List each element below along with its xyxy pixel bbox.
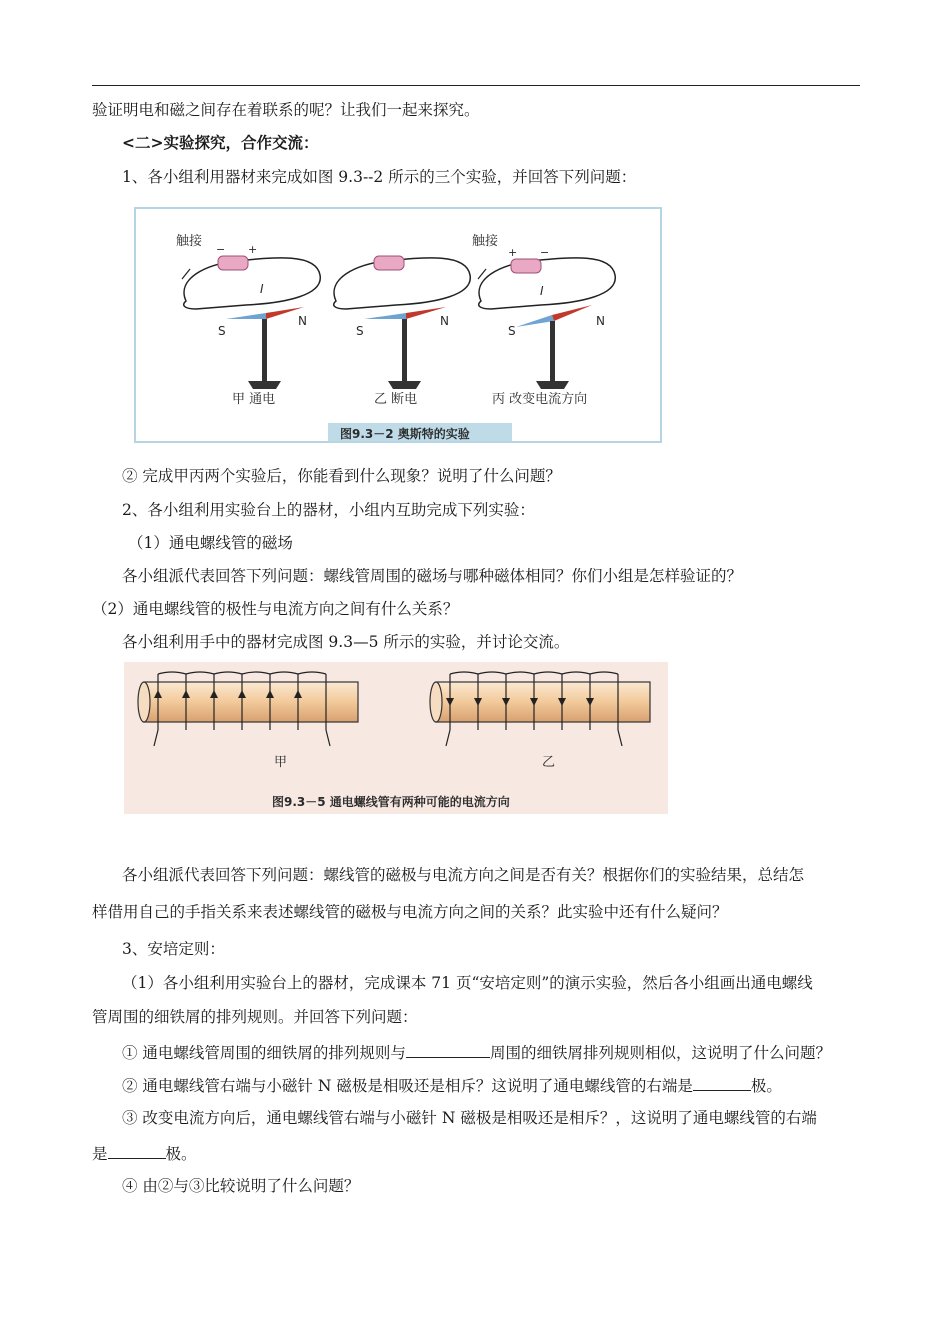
panel-3-minus: −	[540, 246, 550, 259]
panel-3-wire-loop	[479, 258, 616, 309]
panel-2-needle-south	[364, 313, 406, 319]
panel-2-apparatus	[334, 256, 471, 407]
panel-3-stand-pole	[550, 321, 555, 381]
question-3-item-2-part-a: ② 通电螺线管右端与小磁针 N 磁极是相吸还是相斥？这说明了通电螺线管的右端是	[122, 1077, 693, 1095]
panel-3-south-label: S	[508, 324, 516, 338]
panel-2-north-label: N	[440, 314, 449, 328]
question-3-item-3-part-a: 是	[92, 1145, 108, 1163]
panel-3-battery	[511, 259, 541, 273]
panel-2-stand-base	[388, 381, 421, 389]
figure2-caption: 图9.3－5 通电螺线管有两种可能的电流方向	[272, 795, 510, 809]
panel-1-north-label: N	[298, 314, 307, 328]
question-3-item-1	[122, 1041, 831, 1063]
intro-tail: 验证明电和磁之间存在着联系的呢？让我们一起来探究。	[92, 101, 480, 119]
panel-2-south-label: S	[356, 324, 364, 338]
question-3-item-3-line-2	[92, 1142, 197, 1164]
panel-1-south-label: S	[218, 324, 226, 338]
header-rule	[92, 85, 860, 86]
solenoid-figure	[124, 662, 668, 814]
panel-1-touch-label: 触接	[176, 234, 203, 249]
question-3-item-1-blank[interactable]	[406, 1041, 490, 1058]
panel-3-needle-south	[516, 315, 554, 327]
oersted-illustration	[136, 209, 660, 441]
solenoid-1-label: 甲	[274, 755, 288, 770]
panel-1-plus: +	[248, 243, 258, 256]
panel-1-stand-pole	[262, 319, 267, 381]
panel-1-battery	[218, 256, 248, 270]
question-3-item-1-part-a: ① 通电螺线管周围的细铁屑的排列规则与	[122, 1044, 406, 1062]
panel-3-current-label: I	[540, 284, 544, 298]
question-2-sub-2-question-line-1: 各小组派代表回答下列问题：螺线管的磁极与电流方向之间是否有关？根据你们的实验结果，总结怎	[122, 866, 805, 884]
question-3-sub-1-line-2: 管周围的细铁屑的排列规则。并回答下列问题：	[92, 1008, 418, 1026]
panel-3-north-label: N	[596, 314, 605, 328]
panel-3-touch-arrow	[478, 269, 486, 279]
question-3-item-2-blank[interactable]	[693, 1074, 751, 1091]
question-2: 2、各小组利用实验台上的器材，小组内互助完成下列实验：	[122, 501, 535, 519]
question-3-sub-1-line-1: （1）各小组利用实验台上的器材，完成课本 71 页“安培定则”的演示实验，然后各小组画出通电螺线	[122, 974, 813, 992]
figure1-caption: 图9.3－2 奥斯特的实验	[340, 427, 470, 441]
panel-2-stand-pole	[402, 319, 407, 381]
question-2-sub-2-question-line-2: 样借用自己的手指关系来表述螺线管的磁极与电流方向之间的关系？此实验中还有什么疑问？	[92, 903, 728, 921]
solenoid-illustration	[124, 662, 668, 814]
panel-1-touch-arrow	[182, 269, 190, 279]
question-3-item-2-part-b: 极。	[750, 1077, 782, 1095]
panel-2-battery	[374, 256, 404, 270]
question-1: 1、各小组利用器材来完成如图 9.3--2 所示的三个实验，并回答下列问题：	[122, 168, 637, 186]
panel-1-needle-south	[226, 313, 266, 319]
question-1-item-2: ② 完成甲丙两个实验后，你能看到什么现象？说明了什么问题？	[122, 467, 561, 485]
panel-3-apparatus	[472, 233, 615, 407]
solenoid-2-label: 乙	[542, 755, 556, 770]
panel-1-wire-loop	[184, 258, 321, 309]
panel-2-caption: 乙 断电	[374, 392, 418, 407]
question-2-sub-1-question: 各小组派代表回答下列问题：螺线管周围的磁场与哪种磁体相同？你们小组是怎样验证的？	[122, 567, 743, 585]
section-heading: <二>实验探究，合作交流：	[122, 133, 319, 152]
question-3-item-4: ④ 由②与③比较说明了什么问题？	[122, 1177, 360, 1195]
panel-3-plus: +	[508, 246, 518, 259]
panel-1-minus: −	[216, 243, 226, 256]
question-2-sub-2-instruction: 各小组利用手中的器材完成图 9.3—5 所示的实验，并讨论交流。	[122, 633, 570, 651]
solenoid-2-end	[430, 682, 442, 722]
panel-1-caption: 甲 通电	[232, 392, 276, 407]
oersted-figure	[134, 207, 662, 443]
panel-3-stand-base	[536, 381, 569, 389]
panel-1-apparatus	[176, 233, 320, 407]
question-3-item-1-part-b: 周围的细铁屑排列规则相似，这说明了什么问题？	[489, 1044, 831, 1062]
question-2-sub-1: （1）通电螺线管的磁场	[128, 534, 293, 552]
panel-3-needle-north	[552, 305, 592, 321]
question-3: 3、安培定则：	[122, 940, 225, 958]
question-3-item-3-part-b: 极。	[165, 1145, 197, 1163]
question-2-sub-2: （2）通电螺线管的极性与电流方向之间有什么关系？	[92, 600, 459, 618]
question-3-item-2	[122, 1074, 782, 1096]
question-3-item-3-line-1: ③ 改变电流方向后，通电螺线管右端与小磁针 N 磁极是相吸还是相斥？，这说明了通电螺线管的右端	[122, 1109, 817, 1127]
panel-3-caption: 丙 改变电流方向	[492, 392, 588, 407]
panel-3-touch-label: 触接	[472, 234, 499, 249]
panel-1-stand-base	[248, 381, 281, 389]
question-3-item-3-blank[interactable]	[108, 1142, 166, 1159]
solenoid-1-end	[138, 682, 150, 722]
panel-1-current-label: I	[260, 282, 264, 296]
